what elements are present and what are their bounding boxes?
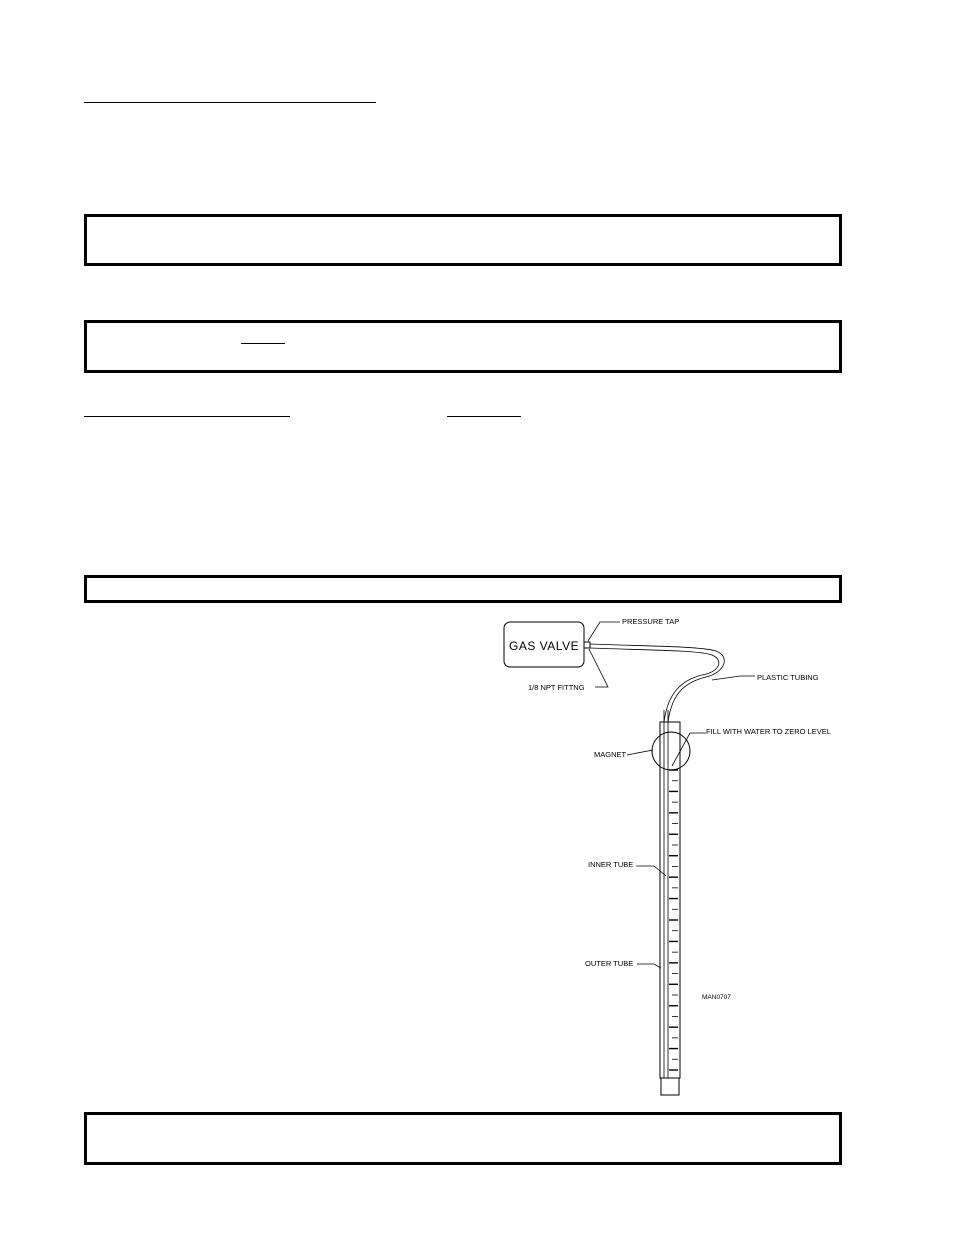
npt-fitting-shape <box>584 642 590 648</box>
magnet-leader <box>627 750 653 755</box>
npt-fitting-leader <box>589 649 608 687</box>
outer-tube-label: OUTER TUBE <box>585 959 634 968</box>
drawing-code: MAN0707 <box>702 994 731 1001</box>
scale-ticks <box>669 770 678 1070</box>
pressure-tap-leader <box>588 622 620 641</box>
outer-tube <box>660 722 680 1078</box>
plastic-tubing-outer <box>590 644 724 722</box>
npt-fitting-label: 1/8 NPT FITTNG <box>528 683 585 692</box>
fill-water-label: FILL WITH WATER TO ZERO LEVEL <box>706 727 831 736</box>
fill-water-leader <box>672 733 706 766</box>
inner-tube-label: INNER TUBE <box>588 860 634 869</box>
magnet-circle <box>652 732 690 770</box>
plastic-tubing-inner <box>590 648 719 722</box>
gas-valve-label: GAS VALVE <box>509 639 580 653</box>
pressure-tap-label: PRESSURE TAP <box>622 617 680 626</box>
outer-tube-leader <box>637 964 661 968</box>
plastic-tubing-leader <box>712 676 755 680</box>
inner-tube-leader <box>636 866 666 876</box>
note-box-4 <box>84 1112 842 1165</box>
base-cap <box>661 1078 679 1095</box>
plastic-tubing-label: PLASTIC TUBING <box>757 673 819 682</box>
magnet-label: MAGNET <box>594 750 627 759</box>
